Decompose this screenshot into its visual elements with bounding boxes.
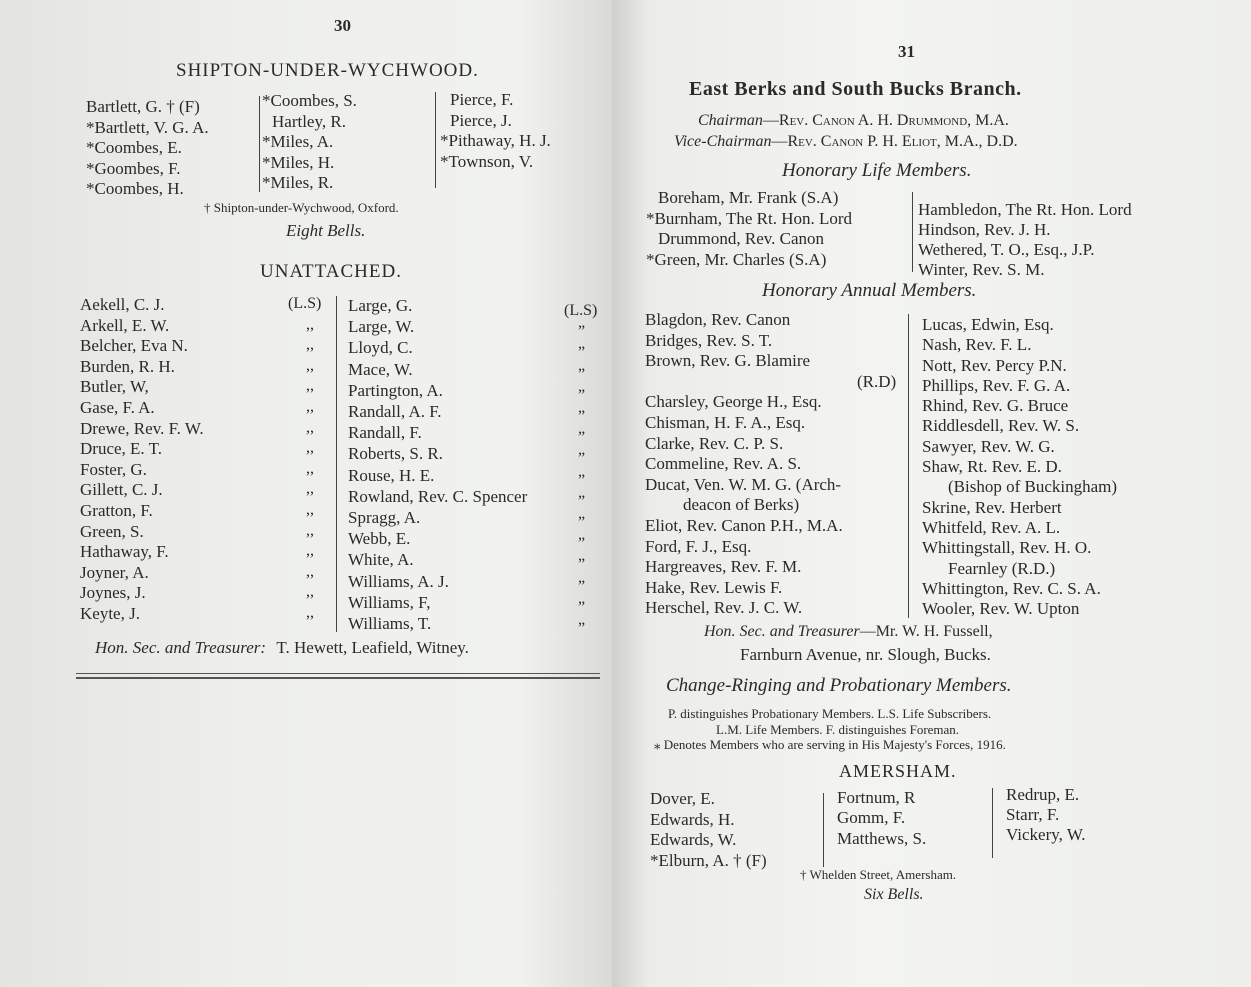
- list-item: Williams, A. J.: [348, 571, 449, 591]
- rule: [76, 677, 600, 679]
- list-item: Williams, T.: [348, 614, 432, 634]
- list-item: White, A.: [348, 550, 414, 570]
- list-item: *Bartlett, V. G. A.: [86, 117, 209, 137]
- list-item: Chisman, H. F. A., Esq.: [645, 412, 806, 432]
- list-item: Randall, A. F.: [348, 402, 442, 422]
- branch-secretary-label: Hon. Sec. and Treasurer: [704, 623, 860, 640]
- list-item: Rowland, Rev. C. Spencer: [348, 486, 528, 506]
- list-item: Roberts, S. R.: [348, 444, 443, 464]
- ditto-mark: ,,: [306, 377, 314, 395]
- chairman-name: Rev. Canon A. H. Drummond, M.A.: [778, 112, 1009, 129]
- list-item: *Coombes, H.: [86, 179, 184, 198]
- annual-members-column-1: [645, 310, 896, 619]
- list-item: Starr, F.: [1006, 805, 1060, 824]
- list-item: *Miles, H.: [262, 152, 335, 172]
- list-item: *Burnham, The Rt. Hon. Lord: [646, 208, 853, 228]
- list-item: Drewe, Rev. F. W.: [80, 418, 204, 438]
- ditto-mark: ,,: [306, 604, 314, 621]
- column-divider: [908, 314, 909, 618]
- list-item: Boreham, Mr. Frank (S.A): [658, 188, 839, 207]
- ditto-mark: ”: [578, 577, 586, 595]
- annual-members-column-2: [922, 315, 1117, 619]
- column-divider: [912, 192, 913, 272]
- list-item: Brown, Rev. G. Blamire: [645, 351, 811, 371]
- list-item: Large, G.: [348, 296, 413, 315]
- column-divider: [992, 788, 993, 858]
- list-item: Gomm, F.: [837, 808, 906, 828]
- list-item: Butler, W,: [80, 377, 149, 397]
- list-item: Whittington, Rev. C. S. A.: [922, 578, 1101, 598]
- column-divider: [259, 96, 260, 192]
- secretary-line: [95, 638, 469, 658]
- life-members-heading: Honorary Life Members.: [782, 160, 972, 181]
- column-divider: [823, 793, 824, 867]
- list-item: Bartlett, G. † (F): [86, 97, 200, 116]
- list-item: Lloyd, C.: [348, 338, 413, 358]
- list-item: Sawyer, Rev. W. G.: [922, 436, 1055, 456]
- unattached-column-1: [80, 295, 204, 625]
- list-item: Gratton, F.: [80, 500, 153, 520]
- list-item: Hambledon, The Rt. Hon. Lord: [918, 200, 1132, 219]
- annual-members-heading: Honorary Annual Members.: [762, 280, 977, 301]
- shipton-footnote: † Shipton-under-Wychwood, Oxford.: [204, 200, 399, 215]
- list-item: Whitfeld, Rev. A. L.: [922, 517, 1061, 537]
- list-item: Arkell, E. W.: [80, 315, 170, 335]
- left-page: [0, 0, 612, 987]
- list-item: Edwards, H.: [650, 809, 735, 829]
- life-members-column-1: [646, 188, 852, 270]
- ditto-mark: ,,: [306, 418, 314, 436]
- list-item: Keyte, J.: [80, 603, 140, 623]
- list-item: Randall, F.: [348, 423, 422, 443]
- list-item: Wethered, T. O., Esq., J.P.: [918, 240, 1095, 259]
- list-item: (R.D): [857, 371, 897, 391]
- ditto-mark: ”: [578, 323, 586, 341]
- legend-line-2: L.M. Life Members. F. distinguishes Foreman.: [716, 722, 960, 737]
- list-item: Nash, Rev. F. L.: [922, 335, 1032, 355]
- rule: [76, 673, 600, 674]
- ditto-mark: ”: [578, 514, 586, 531]
- list-item: (Bishop of Buckingham): [948, 477, 1118, 497]
- list-item: Belcher, Eva N.: [80, 336, 188, 356]
- list-item: Winter, Rev. S. M.: [918, 260, 1045, 279]
- list-item: Wooler, Rev. W. Upton: [922, 599, 1080, 619]
- ditto-mark: ”: [578, 556, 586, 574]
- list-item: Ducat, Ven. W. M. G. (Arch-: [645, 474, 842, 494]
- ditto-mark: ,,: [306, 315, 314, 333]
- list-item: Hake, Rev. Lewis F.: [645, 577, 783, 597]
- chairman-line: Chairman—Rev. Canon A. H. Drummond, M.A.: [698, 112, 1009, 129]
- ditto-mark: ”: [578, 386, 586, 404]
- list-item: *Goombes, F.: [86, 158, 181, 178]
- vice-chairman-line: Vice-Chairman—Rev. Canon P. H. Eliot, M.A., D.D.: [674, 133, 1018, 150]
- list-item: Rouse, H. E.: [348, 465, 435, 485]
- list-item: Williams, F,: [348, 592, 431, 612]
- list-item: Charsley, George H., Esq.: [645, 392, 822, 412]
- vice-chairman-name: Rev. Canon P. H. Eliot, M.A., D.D.: [787, 133, 1018, 150]
- list-item: Spragg, A.: [348, 508, 421, 528]
- list-item: Webb, E.: [348, 529, 411, 549]
- branch-secretary-address: Farnburn Avenue, nr. Slough, Bucks.: [740, 645, 991, 664]
- ditto-mark: ,,: [306, 562, 314, 580]
- ditto-mark: (L.S): [564, 302, 598, 319]
- list-item: Burden, R. H.: [80, 356, 175, 376]
- list-item: *Miles, A.: [262, 132, 334, 151]
- list-item: Whittingstall, Rev. H. O.: [922, 538, 1092, 558]
- shipton-column-3: [440, 90, 551, 172]
- list-item: *Coombes, S.: [262, 91, 357, 110]
- ditto-mark: ,,: [306, 583, 314, 601]
- page-number: 31: [898, 42, 915, 61]
- ditto-mark: ,,: [306, 336, 314, 354]
- list-item: Commeline, Rev. A. S.: [645, 454, 802, 474]
- list-item: Green, S.: [80, 521, 144, 541]
- list-item: Lucas, Edwin, Esq.: [922, 315, 1054, 334]
- list-item: Partington, A.: [348, 380, 443, 400]
- list-item: Mace, W.: [348, 359, 413, 379]
- amersham-heading: AMERSHAM.: [839, 761, 957, 781]
- column-divider: [435, 92, 436, 188]
- ditto-mark: ,,: [306, 521, 314, 539]
- list-item: Dover, E.: [650, 789, 715, 808]
- list-item: Pierce, F.: [450, 90, 514, 109]
- list-item: Druce, E. T.: [80, 439, 162, 459]
- ditto-mark: ,,: [306, 542, 314, 560]
- list-item: Hindson, Rev. J. H.: [918, 220, 1051, 239]
- list-item: Hathaway, F.: [80, 542, 169, 562]
- list-item: deacon of Berks): [683, 495, 800, 515]
- ditto-mark: ,,: [306, 398, 314, 415]
- ditto-mark: ”: [578, 344, 586, 362]
- branch-title: East Berks and South Bucks Branch.: [689, 78, 1022, 100]
- ditto-mark: ”: [578, 535, 586, 553]
- list-item: Matthews, S.: [837, 828, 927, 848]
- list-item: *Townson, V.: [440, 151, 534, 171]
- section-heading-shipton: SHIPTON-UNDER-WYCHWOOD.: [176, 60, 479, 81]
- list-item: Nott, Rev. Percy P.N.: [922, 355, 1067, 375]
- list-item: Hargreaves, Rev. F. M.: [645, 557, 802, 577]
- secretary-name: T. Hewett, Leafield, Witney.: [276, 638, 469, 657]
- column-divider: [336, 296, 337, 632]
- list-item: Drummond, Rev. Canon: [658, 229, 825, 248]
- list-item: Pierce, J.: [450, 110, 512, 130]
- list-item: *Green, Mr. Charles (S.A): [646, 249, 827, 269]
- list-item: Gase, F. A.: [80, 397, 155, 417]
- ditto-mark: ”: [578, 408, 586, 425]
- ditto-mark: ”: [578, 620, 586, 637]
- list-item: *Pithaway, H. J.: [440, 131, 551, 150]
- ditto-mark: ”: [578, 492, 586, 510]
- life-members-column-2: [918, 200, 1132, 280]
- ditto-mark: ”: [578, 450, 586, 468]
- list-item: Riddlesdell, Rev. W. S.: [922, 416, 1080, 436]
- ditto-mark: ,,: [306, 356, 314, 374]
- ditto-mark: ”: [578, 429, 586, 447]
- ditto-mark: ,,: [306, 459, 314, 477]
- list-item: Skrine, Rev. Herbert: [922, 497, 1062, 517]
- shipton-column-1: [86, 97, 209, 200]
- list-item: Joyner, A.: [80, 562, 149, 582]
- amersham-column-2: [837, 788, 926, 849]
- ditto-mark: ,,: [306, 480, 314, 498]
- amersham-column-3: [1006, 785, 1086, 845]
- list-item: Bridges, Rev. S. T.: [645, 330, 773, 350]
- list-item: Blagdon, Rev. Canon: [645, 310, 791, 329]
- list-item: *Miles, R.: [262, 173, 334, 192]
- unattached-column-2: [348, 295, 527, 634]
- list-item: Redrup, E.: [1006, 785, 1080, 804]
- ditto-mark: ,,: [306, 439, 314, 457]
- secretary-label: Hon. Sec. and Treasurer:: [95, 638, 267, 657]
- legend-line-3: ⁎ Denotes Members who are serving in His Majesty's Forces, 1916.: [654, 737, 1006, 752]
- list-item: Fortnum, R: [837, 788, 916, 807]
- amersham-footnote: † Whelden Street, Amersham.: [800, 867, 957, 882]
- ditto-mark: (L.S): [288, 295, 322, 312]
- section-heading-unattached: UNATTACHED.: [260, 261, 402, 282]
- branch-secretary-line: Hon. Sec. and Treasurer—Mr. W. H. Fussell,: [704, 623, 993, 640]
- list-item: Large, W.: [348, 317, 415, 337]
- list-item: *Coombes, E.: [86, 138, 182, 157]
- list-item: Fearnley (R.D.): [948, 558, 1056, 578]
- list-item: Shaw, Rt. Rev. E. D.: [922, 457, 1062, 477]
- list-item: Edwards, W.: [650, 830, 737, 849]
- change-ringing-heading: Change-Ringing and Probationary Members.: [666, 675, 1012, 696]
- list-item: Gillett, C. J.: [80, 480, 163, 500]
- shipton-bells: Eight Bells.: [286, 221, 366, 240]
- chairman-label: Chairman: [698, 112, 763, 129]
- amersham-column-1: [650, 789, 767, 871]
- ditto-mark: ”: [578, 365, 586, 383]
- vice-chairman-label: Vice-Chairman: [674, 133, 772, 150]
- legend-line-1: P. distinguishes Probationary Members. L.S. Life Subscribers.: [668, 706, 992, 721]
- shipton-column-2: [262, 91, 357, 194]
- list-item: Aekell, C. J.: [80, 295, 165, 314]
- list-item: Ford, F. J., Esq.: [645, 536, 752, 556]
- list-item: Eliot, Rev. Canon P.H., M.A.: [645, 515, 843, 535]
- list-item: Phillips, Rev. F. G. A.: [922, 375, 1071, 395]
- list-item: Clarke, Rev. C. P. S.: [645, 433, 784, 453]
- list-item: Joynes, J.: [80, 583, 146, 603]
- amersham-bells: Six Bells.: [864, 886, 924, 903]
- ditto-mark: ,,: [306, 501, 314, 518]
- branch-secretary-name: Mr. W. H. Fussell,: [875, 623, 993, 640]
- right-page: [612, 0, 1251, 987]
- list-item: Herschel, Rev. J. C. W.: [645, 598, 803, 618]
- ditto-mark: ”: [578, 471, 586, 489]
- list-item: Hartley, R.: [272, 111, 346, 131]
- ditto-mark: ”: [578, 598, 586, 616]
- page-number: 30: [334, 16, 351, 35]
- list-item: Vickery, W.: [1006, 825, 1086, 844]
- list-item: Foster, G.: [80, 459, 147, 479]
- list-item: *Elburn, A. † (F): [650, 850, 767, 870]
- list-item: Rhind, Rev. G. Bruce: [922, 396, 1069, 416]
